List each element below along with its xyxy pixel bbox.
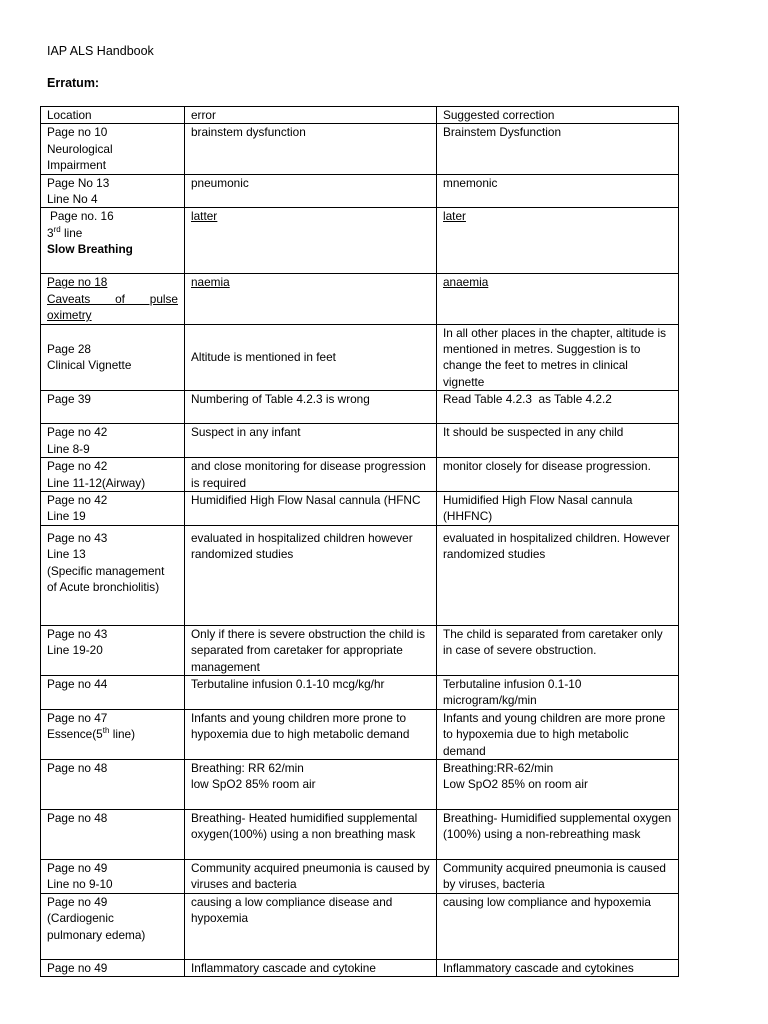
location-line: Page no 44 [47,676,108,691]
location-line: 3rd line [47,224,83,240]
location-line: pulmonary edema) [47,927,146,942]
location-cell [41,809,185,859]
location-line: oximetry [47,308,92,323]
location-cell [41,859,185,893]
correction-cell: Inflammatory cascade and cytokines [437,959,679,976]
location-line: Slow Breathing [47,242,133,257]
header-location: Location [41,107,185,124]
error-cell: and close monitoring for disease progression is required [185,458,437,492]
location-cell [41,759,185,809]
table-row [41,424,679,458]
location-line: Page no 47 [47,710,108,725]
error-cell: Infants and young children more prone to hypoxemia due to high metabolic demand [185,709,437,759]
correction-cell: causing low compliance and hypoxemia [437,893,679,959]
correction-cell: monitor closely for disease progression. [437,458,679,492]
location-line: Page no 18 [47,275,108,290]
location-line: Caveats of pulse [47,291,178,306]
correction-cell: Community acquired pneumonia is caused by viruses, bacteria [437,859,679,893]
location-line: Impairment [47,158,107,173]
error-cell: brainstem dysfunction [185,124,437,174]
error-cell: Suspect in any infant [185,424,437,458]
location-line: Line 8-9 [47,441,90,456]
table-row [41,809,679,859]
location-line: Page no 10 [47,125,108,140]
correction-cell: evaluated in hospitalized children. However randomized studies [437,525,679,625]
table-row [41,208,679,274]
correction-cell: mnemonic [437,174,679,208]
table-row [41,458,679,492]
correction-cell: Humidified High Flow Nasal cannula (HHFNC) [437,491,679,525]
location-line: Page no 42 [47,492,108,507]
header-error: error [185,107,437,124]
table-row [41,525,679,625]
location-line: Neurological [47,141,113,156]
error-cell: Terbutaline infusion 0.1-10 mcg/kg/hr [185,675,437,709]
location-line: (Specific management [47,563,165,578]
table-header-row [41,107,679,124]
location-line: Page no. 16 [50,209,114,224]
location-line: of Acute bronchiolitis) [47,579,160,594]
location-cell [41,525,185,625]
table-row [41,491,679,525]
table-row [41,709,679,759]
correction-line: Low SpO2 85% on room air [443,777,588,792]
document-title: IAP ALS Handbook [47,44,154,58]
location-line: Clinical Vignette [47,358,132,373]
location-line: Line No 4 [47,192,98,207]
location-line: Page No 13 [47,175,110,190]
location-line: Page no 48 [47,760,108,775]
error-line: Breathing: RR 62/min [191,760,304,775]
location-cell [41,124,185,174]
location-cell [41,709,185,759]
correction-cell: Terbutaline infusion 0.1-10 microgram/kg/min [437,675,679,709]
error-cell: Inflammatory cascade and cytokine [185,959,437,976]
table-row [41,274,679,324]
table-row [41,893,679,959]
correction-cell [437,759,679,809]
location-cell [41,208,185,274]
location-cell [41,675,185,709]
table-row [41,675,679,709]
correction-cell: It should be suspected in any child [437,424,679,458]
table-row [41,759,679,809]
correction-cell: The child is separated from caretaker only in case of severe obstruction. [437,625,679,675]
table-row [41,959,679,976]
error-cell: Numbering of Table 4.2.3 is wrong [185,391,437,424]
error-cell [185,759,437,809]
location-cell [41,893,185,959]
header-correction: Suggested correction [437,107,679,124]
location-line: Line no 9-10 [47,877,113,892]
location-line: Line 19-20 [47,643,103,658]
erratum-table [40,106,679,977]
error-cell: naemia [185,274,437,324]
correction-cell: Read Table 4.2.3 as Table 4.2.2 [437,391,679,424]
correction-cell: Infants and young children are more prone to hypoxemia due to high metabolic demand [437,709,679,759]
correction-line: Breathing:RR-62/min [443,760,554,775]
error-line: low SpO2 85% room air [191,777,316,792]
location-cell [41,491,185,525]
error-cell: evaluated in hospitalized children however randomized studies [185,525,437,625]
table-row [41,324,679,391]
correction-cell: later [437,208,679,274]
location-line: Page no 43 [47,626,108,641]
location-line: Page 28 [47,342,91,357]
location-line: Page no 43 [47,530,108,545]
error-cell: latter [185,208,437,274]
location-cell [41,959,185,976]
table-row [41,174,679,208]
correction-cell: anaemia [437,274,679,324]
location-line: (Cardiogenic [47,911,114,926]
location-line: Line 11-12(Airway) [47,475,146,490]
error-cell: Community acquired pneumonia is caused by viruses and bacteria [185,859,437,893]
erratum-heading: Erratum: [47,76,100,90]
error-cell: Humidified High Flow Nasal cannula (HFNC [185,491,437,525]
location-line: Page no 49 [47,860,108,875]
location-cell [41,391,185,424]
error-cell: Only if there is severe obstruction the child is separated from caretaker for appropriate management [185,625,437,675]
table-row [41,859,679,893]
location-line: Essence(5th line) [47,726,135,742]
location-cell [41,458,185,492]
location-line: Page no 42 [47,459,108,474]
correction-cell: In all other places in the chapter, altitude is mentioned in metres. Suggestion is to change the feet to metres in clinical vignette [437,324,679,391]
location-cell [41,274,185,324]
location-cell [41,625,185,675]
location-line: Page no 49 [47,960,108,975]
location-line: Line 13 [47,547,86,562]
error-cell: pneumonic [185,174,437,208]
error-cell: causing a low compliance disease and hypoxemia [185,893,437,959]
location-line: Line 19 [47,509,86,524]
error-cell: Altitude is mentioned in feet [185,324,437,391]
correction-cell: Brainstem Dysfunction [437,124,679,174]
location-cell [41,324,185,391]
location-cell [41,174,185,208]
table-row [41,625,679,675]
location-cell [41,424,185,458]
location-line: Page no 48 [47,810,108,825]
table-row [41,391,679,424]
location-line: Page no 49 [47,894,108,909]
correction-cell: Breathing- Humidified supplemental oxygen (100%) using a non-rebreathing mask [437,809,679,859]
table-row [41,124,679,174]
location-line: Page no 42 [47,425,108,440]
error-cell: Breathing- Heated humidified supplemental oxygen(100%) using a non breathing mask [185,809,437,859]
location-line: Page 39 [47,392,91,407]
